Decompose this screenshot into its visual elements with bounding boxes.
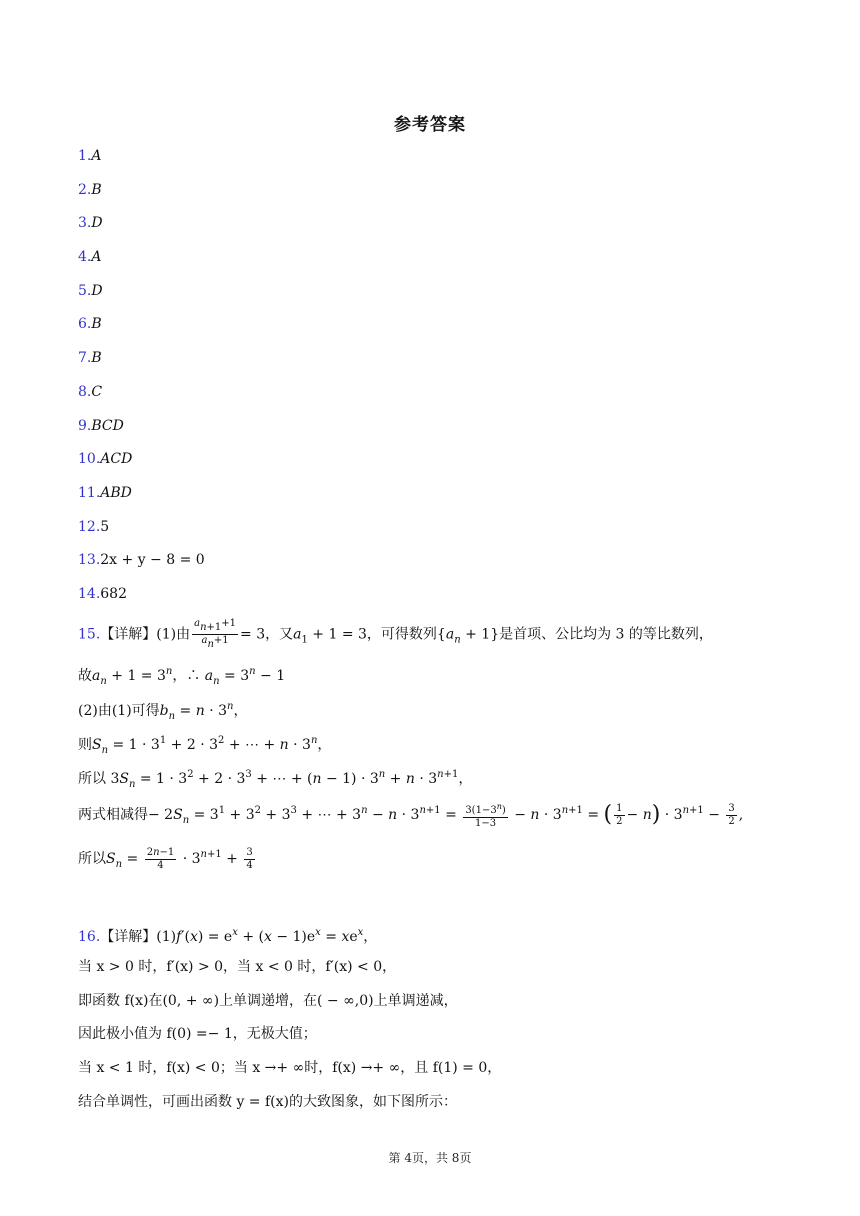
answer-value: A <box>91 148 102 164</box>
answer-value: D <box>91 215 103 232</box>
answer-row <box>78 212 205 246</box>
answer-value: C <box>91 383 103 400</box>
solution-line: 两式相减得− $2S_n = 3^1 + 3^2 + 3^3$ + ⋯ + $3^n - n \cdot 3^{n+1}$ = $\frac{3(1-3^n)}{1-3}$ − $n \cdot 3^{n+1}$ = ( $\frac{1}{2}$ − $n) \cdot 3^{n+1}$ − $\frac{3}{2}$ , <box>78 801 744 829</box>
solution-text: + 1}是首项、公比均为 3 的等比数列， <box>460 626 713 643</box>
answer-row <box>78 347 205 381</box>
solution-text: 【详解】(1)由 <box>100 626 191 643</box>
solution-line: 16.【详解】$(1)f'(x) = e^x + (x - 1)e^x = xe^x$， <box>78 927 378 945</box>
fraction: $\frac{an+1+1}{an+1}$ <box>194 618 237 650</box>
question-number: 5. <box>78 282 92 299</box>
answer-value: B <box>91 350 102 367</box>
solution-text: 故 <box>78 668 92 684</box>
question-number: 7. <box>78 350 92 367</box>
answer-row <box>78 415 205 449</box>
fraction: $\frac{3}{2}$ <box>728 802 735 827</box>
answer-row <box>78 583 205 617</box>
solution-line: 因此极小值为 f(0) =− 1，无极大值； <box>78 1026 317 1042</box>
question-number: 6. <box>78 316 92 333</box>
question-number: 14. <box>78 585 101 602</box>
answer-row <box>78 448 205 482</box>
fraction: $\frac{1}{2}$ <box>616 802 623 827</box>
fraction: $\frac{3(1-3^n)}{1-3}$ <box>465 801 506 829</box>
question-number: 2. <box>78 181 92 198</box>
answer-value: 682 <box>100 585 127 602</box>
question-number: 16. <box>78 929 101 945</box>
page-title: 参考答案 <box>394 115 466 135</box>
solution-line: 即函数 f(x)在(0, + ∞)上单调递增，在( − ∞,0)上单调递减， <box>78 993 458 1009</box>
question-number: 3. <box>78 215 92 232</box>
solution-text: − 1 <box>255 668 286 684</box>
question-number: 12. <box>78 518 101 535</box>
fraction: $\frac{2n-1}{4}$ <box>146 846 175 871</box>
solution-text: 所以 3 <box>78 771 120 787</box>
answer-row <box>78 280 205 314</box>
solution-line: (2)由(1)可得$b_n = n \cdot 3^n$， <box>78 701 248 722</box>
answer-row <box>78 516 205 550</box>
solution-line: 当 x < 1 时，f(x) < 0；当 x →+ ∞时，f(x) →+ ∞，且 f(1) = 0， <box>78 1060 502 1076</box>
answer-row <box>78 381 205 415</box>
answer-value: BCD <box>91 417 124 434</box>
answer-row <box>78 246 205 280</box>
question-number: 8. <box>78 383 92 400</box>
answer-row <box>78 179 205 213</box>
question-number: 15. <box>78 626 101 643</box>
solution-text: ，∴ <box>172 668 205 684</box>
answer-value: D <box>91 282 103 299</box>
fraction: $\frac{3}{4}$ <box>246 846 253 871</box>
answer-row <box>78 313 205 347</box>
solution-text: + 1 = 3，可得数列{ <box>307 626 446 643</box>
solution-text: 【详解】(1) <box>100 929 177 945</box>
solution-line: 当 x > 0 时，f′(x) > 0，当 x < 0 时，f′(x) < 0， <box>78 959 397 975</box>
solution-line: 所以 $3S_n = 1 \cdot 3^2 + 2 \cdot 3^3$ + ⋯ + $(n - 1) \cdot 3^n + n \cdot 3^{n+1}$， <box>78 769 473 790</box>
question-number: 11. <box>78 484 101 501</box>
solution-text: = 3，又 <box>240 626 294 643</box>
answer-row <box>78 549 205 583</box>
solution-line: 故$a_n + 1 = 3^n$，∴ $a_n = 3^n - 1$ <box>78 666 286 687</box>
solution-line: 15.【详解】(1)由 $\frac{an+1+1}{an+1}$ = 3，又$a_1 + 1 = 3$，可得数列$\{a_n + 1\}$是首项、公比均为 3 的等比数列， <box>78 618 713 650</box>
solution-line: 结合单调性，可画出函数 y = f(x)的大致图象，如下图所示： <box>78 1094 457 1110</box>
question-number: 1. <box>78 148 92 164</box>
answer-row <box>78 145 205 179</box>
answer-value: 5 <box>100 518 110 535</box>
solution-text: + 1 = 3 <box>106 668 166 684</box>
answer-value: B <box>91 181 102 198</box>
solution-text: 所以 <box>78 851 106 867</box>
solution-line: 则$S_n = 1 \cdot 3^1 + 2 \cdot 3^2$ + ⋯ + $n \cdot 3^n$， <box>78 735 332 756</box>
solution-text: (2)由(1)可得 <box>78 703 160 719</box>
answer-value: A <box>91 249 102 266</box>
question-number: 4. <box>78 249 92 266</box>
question-number: 13. <box>78 552 101 569</box>
page-footer: 第 4页，共 8页 <box>388 1151 472 1165</box>
solution-text: = 3 <box>219 668 250 684</box>
solution-line: 所以$S_n$ = $\frac{2n-1}{4}$ · $3^{n+1}$ + $\frac{3}{4}$ <box>78 846 253 871</box>
answer-list <box>78 145 205 617</box>
solution-text: 则 <box>78 737 92 753</box>
question-number: 10. <box>78 451 101 468</box>
answer-value: ABD <box>100 484 132 501</box>
answer-row <box>78 482 205 516</box>
question-number: 9. <box>78 417 92 434</box>
answer-value: 2x + y − 8 = 0 <box>100 552 205 569</box>
solution-text: 两式相减得− 2 <box>78 807 174 823</box>
answer-value: ACD <box>100 451 133 468</box>
answer-value: B <box>91 316 102 333</box>
